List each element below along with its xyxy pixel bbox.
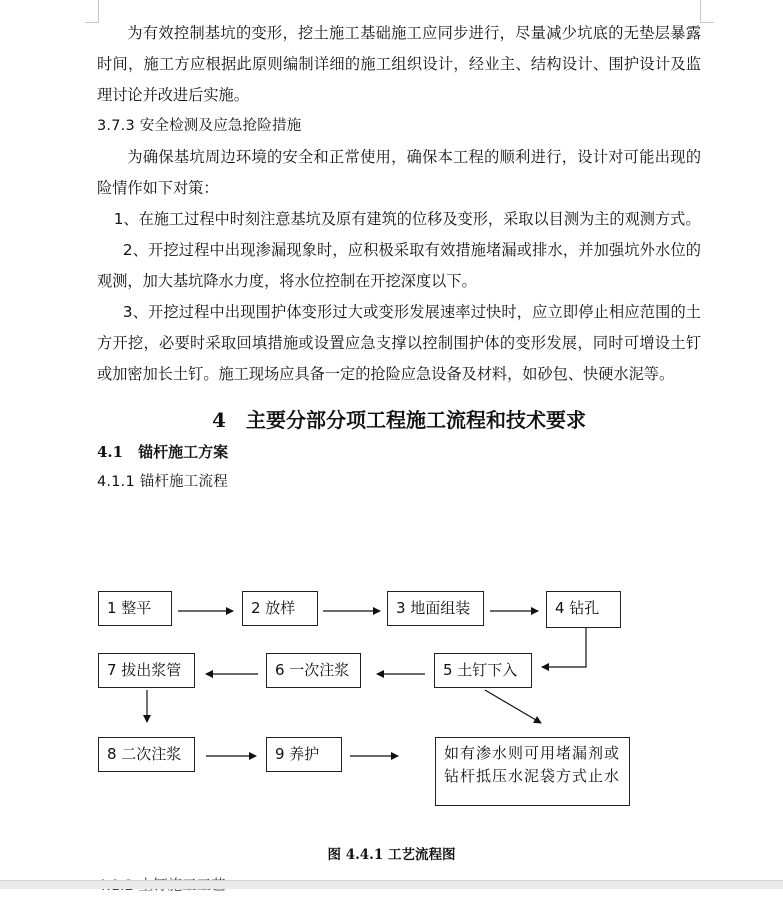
flow-step-5: 5 土钉下入: [434, 653, 532, 688]
paragraph-countermeasures-intro: 为确保基坑周边环境的安全和正常使用，确保本工程的顺利进行，设计对可能出现的险情作如下对策：: [97, 148, 701, 197]
paragraph-deformation-control: 为有效控制基坑的变形，挖土施工基础施工应同步进行，尽量减少坑底的无垫层暴露时间，施工方应根据此原则编制详细的施工组织设计，经业主、结构设计、围护设计及监理讨论并改进后实施。: [97, 24, 701, 104]
flow-step-6: 6 一次注浆: [266, 653, 361, 688]
heading-3-7-3: 3.7.3 安全检测及应急抢险措施: [97, 118, 302, 134]
flow-step-3: 3 地面组装: [387, 591, 484, 626]
flow-step-2: 2 放样: [242, 591, 318, 626]
flow-step-4: 4 钻孔: [546, 591, 621, 628]
list-item-1: 1、在施工过程中时刻注意基坑及原有建筑的位移及变形，采取以目测为主的观测方式。: [113, 210, 701, 228]
chapter-title: 4 主要分部分项工程施工流程和技术要求: [212, 408, 586, 432]
section-title: 4.1 锚杆施工方案: [97, 443, 229, 461]
arrow-4-5: [542, 628, 586, 667]
flow-step-1: 1 整平: [98, 591, 172, 626]
arrow-5-note: [485, 690, 541, 723]
flow-step-7: 7 拔出浆管: [98, 653, 195, 688]
page-corner-mark-right-h: [700, 22, 714, 23]
flow-note-seepage: 如有渗水则可用堵漏剂或钻杆抵压水泥袋方式止水: [435, 737, 630, 806]
flow-step-8: 8 二次注浆: [98, 737, 195, 772]
list-item-2: 2、开挖过程中出现渗漏现象时，应积极采取有效措施堵漏或排水，并加强坑外水位的观测，加大基坑降水力度，将水位控制在开挖深度以下。: [97, 241, 701, 290]
subsection-title: 4.1.1 锚杆施工流程: [97, 474, 228, 490]
window-bottom-bar: [0, 880, 783, 889]
list-item-3: 3、开挖过程中出现围护体变形过大或变形发展速率过快时，应立即停止相应范围的土方开挖，必要时采取回填措施或设置应急支撑以控制围护体的变形发展，同时可增设土钉或加密加长土钉。施工现场应具备一定的抢险应急设备及材料，如砂包、快硬水泥等。: [97, 303, 701, 383]
flow-step-9: 9 养护: [266, 737, 342, 772]
document-body: [97, 18, 701, 498]
figure-caption: 图 4.4.1 工艺流程图: [327, 847, 456, 863]
